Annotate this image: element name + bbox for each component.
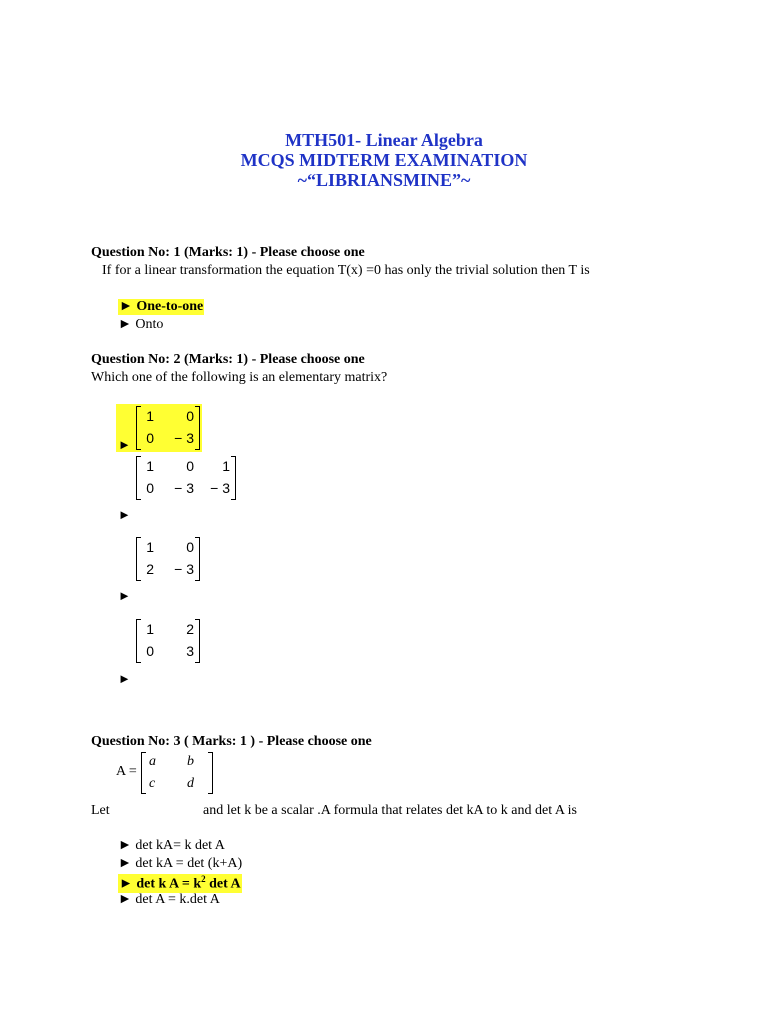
matrix-left-bracket bbox=[136, 406, 141, 450]
matrix-right-bracket bbox=[195, 406, 200, 450]
question-3-text: and let k be a scalar .A formula that relates det kA to k and det A is bbox=[203, 803, 578, 818]
q3-option-4: ► det A = k.det A bbox=[118, 892, 220, 907]
matrix-left-bracket bbox=[136, 619, 141, 663]
q2-option-3-marker: ► bbox=[118, 588, 131, 603]
matrix-right-bracket bbox=[208, 752, 213, 794]
matrix-cell: 1 bbox=[146, 621, 154, 637]
q3-matrix-label: A = bbox=[116, 764, 137, 779]
q2-option-4-marker: ► bbox=[118, 671, 131, 686]
q3-option-3-correct bbox=[118, 874, 242, 893]
q3-option-2: ► det kA = det (k+A) bbox=[118, 856, 243, 871]
question-1-text: If for a linear transformation the equation T(x) =0 has only the trivial solution then T is bbox=[102, 263, 590, 278]
q2-option-1-marker: ► bbox=[118, 437, 131, 452]
question-2-header: Question No: 2 (Marks: 1) - Please choose one bbox=[91, 352, 365, 367]
matrix-cell: 2 bbox=[186, 621, 194, 637]
matrix-cell: − 3 bbox=[210, 480, 230, 496]
q3-answer-prefix: ► det k A = k bbox=[119, 876, 202, 892]
doc-subtitle: MCQS MIDTERM EXAMINATION bbox=[240, 150, 528, 170]
matrix-left-bracket bbox=[136, 456, 141, 500]
q3-answer-suffix: det A bbox=[205, 876, 241, 892]
matrix-cell: − 3 bbox=[174, 430, 194, 446]
q3-let: Let bbox=[91, 803, 110, 818]
matrix-cell: 0 bbox=[186, 458, 194, 474]
matrix-right-bracket bbox=[195, 537, 200, 581]
matrix-right-bracket bbox=[231, 456, 236, 500]
q2-matrix-1 bbox=[136, 406, 200, 450]
matrix-cell: − 3 bbox=[174, 561, 194, 577]
matrix-right-bracket bbox=[195, 619, 200, 663]
q1-option-2: ► Onto bbox=[118, 317, 164, 332]
question-1-header: Question No: 1 (Marks: 1) - Please choose one bbox=[91, 245, 365, 260]
q2-matrix-4 bbox=[136, 619, 200, 663]
matrix-cell: − 3 bbox=[174, 480, 194, 496]
matrix-cell: 0 bbox=[146, 430, 154, 446]
matrix-cell: 0 bbox=[186, 539, 194, 555]
matrix-left-bracket bbox=[141, 752, 146, 794]
q2-option-2-marker: ► bbox=[118, 507, 131, 522]
matrix-cell: 1 bbox=[146, 539, 154, 555]
matrix-cell: 0 bbox=[146, 480, 154, 496]
matrix-cell: c bbox=[149, 776, 156, 791]
matrix-cell: b bbox=[187, 754, 194, 769]
matrix-cell: 3 bbox=[186, 643, 194, 659]
doc-author: ~“LIBRIANSMINE”~ bbox=[297, 170, 471, 190]
matrix-cell: 0 bbox=[186, 408, 194, 424]
q1-option-1-correct: ► One-to-one bbox=[119, 299, 204, 314]
doc-title: MTH501- Linear Algebra bbox=[285, 130, 483, 150]
matrix-cell: a bbox=[149, 754, 156, 769]
q3-matrix-a bbox=[141, 752, 213, 794]
question-2-text: Which one of the following is an elementary matrix? bbox=[91, 370, 388, 385]
q3-answer-exponent: 2 bbox=[201, 874, 206, 884]
matrix-cell: 2 bbox=[146, 561, 154, 577]
matrix-cell: 0 bbox=[146, 643, 154, 659]
q2-matrix-3 bbox=[136, 537, 200, 581]
matrix-left-bracket bbox=[136, 537, 141, 581]
question-3-header: Question No: 3 ( Marks: 1 ) - Please choose one bbox=[91, 734, 372, 749]
matrix-cell: 1 bbox=[222, 458, 230, 474]
q3-option-1: ► det kA= k det A bbox=[118, 838, 225, 853]
q2-matrix-2 bbox=[136, 456, 236, 500]
matrix-cell: 1 bbox=[146, 408, 154, 424]
matrix-cell: 1 bbox=[146, 458, 154, 474]
matrix-cell: d bbox=[187, 776, 194, 791]
